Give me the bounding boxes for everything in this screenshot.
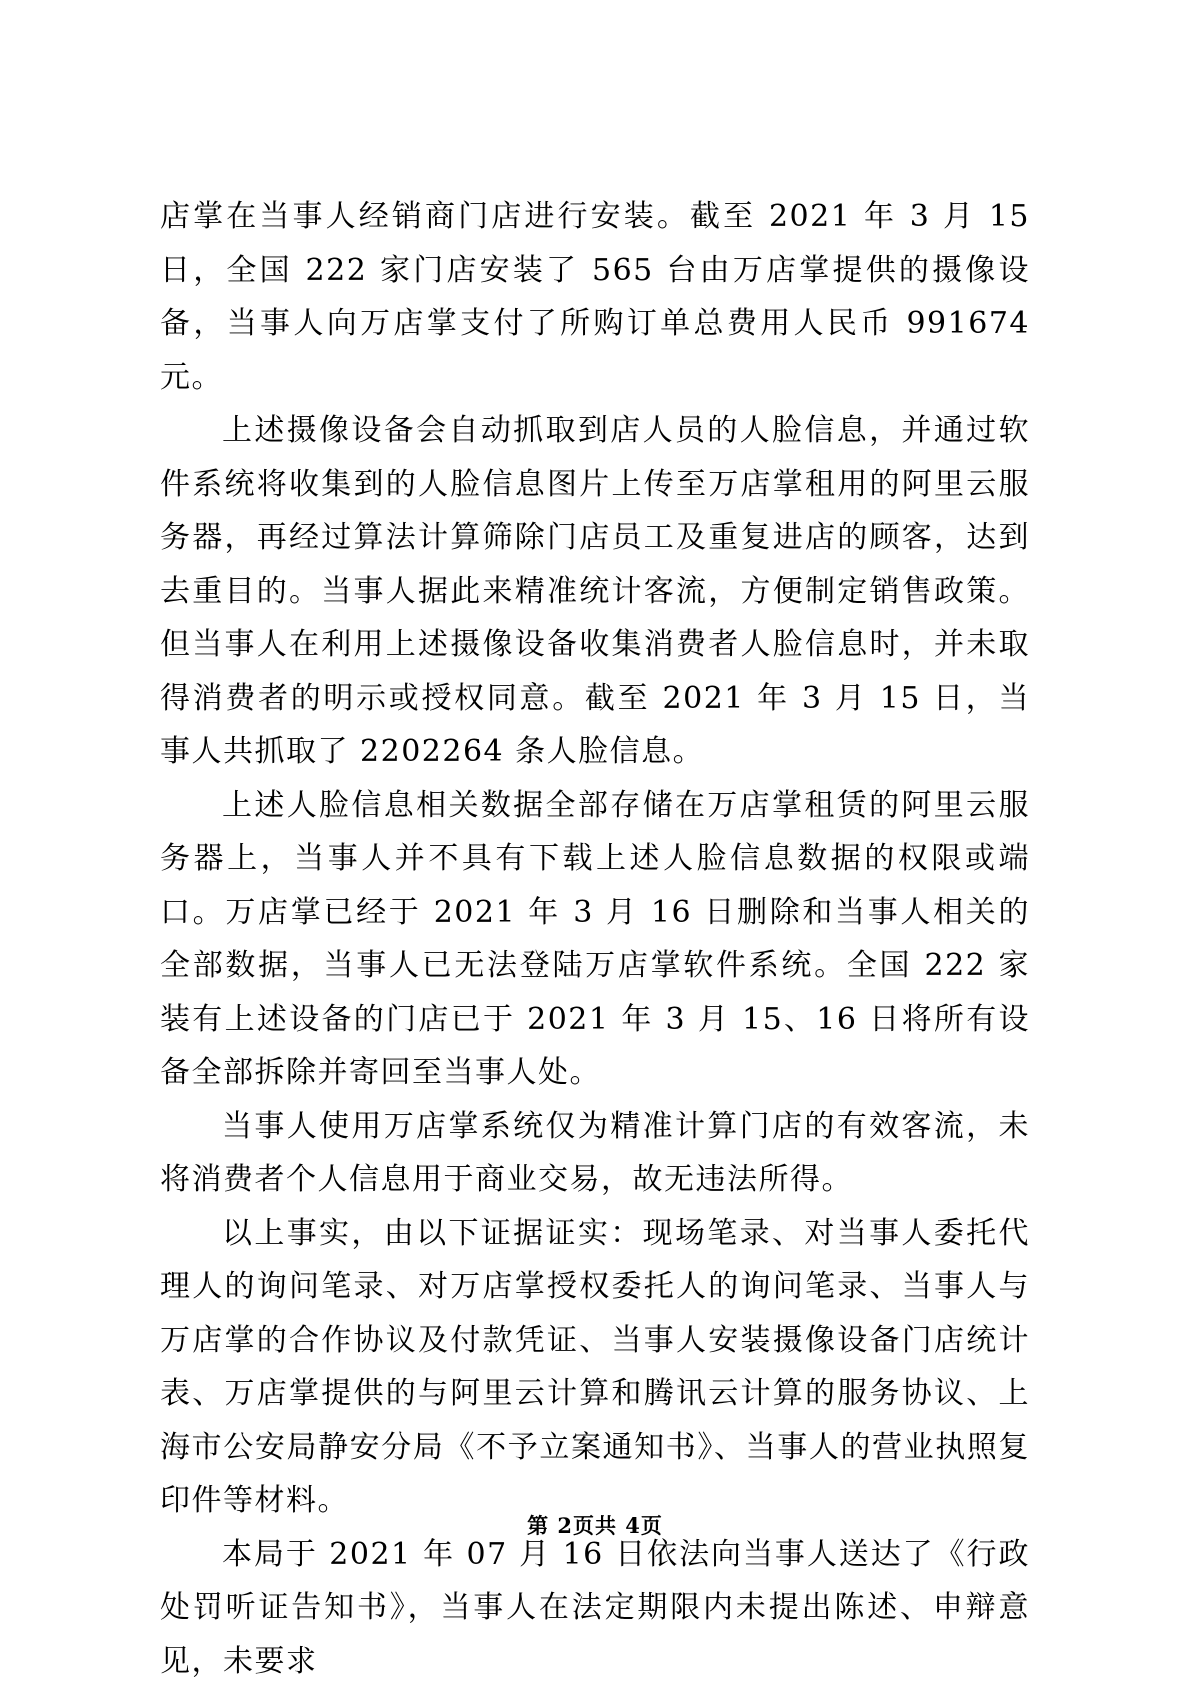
paragraph-no-illegal-gains: 当事人使用万店掌系统仅为精准计算门店的有效客流，未将消费者个人信息用于商业交易，故无违法所得。	[160, 1100, 1030, 1207]
paragraph-hearing-notice: 本局于 2021 年 07 月 16 日依法向当事人送达了《行政处罚听证告知书》，当事人在法定期限内未提出陈述、申辩意见，未要求	[160, 1528, 1030, 1688]
document-body	[160, 190, 1030, 1688]
paragraph-evidence: 以上事实，由以下证据证实：现场笔录、对当事人委托代理人的询问笔录、对万店掌授权委托人的询问笔录、当事人与万店掌的合作协议及付款凭证、当事人安装摄像设备门店统计表、万店掌提供的与阿里云计算和腾讯云计算的服务协议、上海市公安局静安分局《不予立案通知书》、当事人的营业执照复印件等材料。	[160, 1207, 1030, 1528]
paragraph-data-storage: 上述人脸信息相关数据全部存储在万店掌租赁的阿里云服务器上，当事人并不具有下载上述人脸信息数据的权限或端口。万店掌已经于 2021 年 3 月 16 日删除和当事人相关的全部数据，当事人已无法登陆万店掌软件系统。全国 222 家装有上述设备的门店已于 2021 年 3 月 15、16 日将所有设备全部拆除并寄回至当事人处。	[160, 779, 1030, 1100]
paragraph-continuation: 店掌在当事人经销商门店进行安装。截至 2021 年 3 月 15 日，全国 222 家门店安装了 565 台由万店掌提供的摄像设备，当事人向万店掌支付了所购订单总费用人民币 991674 元。	[160, 190, 1030, 404]
page-number: 第 2页共 4页	[0, 1510, 1190, 1540]
paragraph-face-capture: 上述摄像设备会自动抓取到店人员的人脸信息，并通过软件系统将收集到的人脸信息图片上传至万店掌租用的阿里云服务器，再经过算法计算筛除门店员工及重复进店的顾客，达到去重目的。当事人据此来精准统计客流，方便制定销售政策。但当事人在利用上述摄像设备收集消费者人脸信息时，并未取得消费者的明示或授权同意。截至 2021 年 3 月 15 日，当事人共抓取了 2202264 条人脸信息。	[160, 404, 1030, 779]
